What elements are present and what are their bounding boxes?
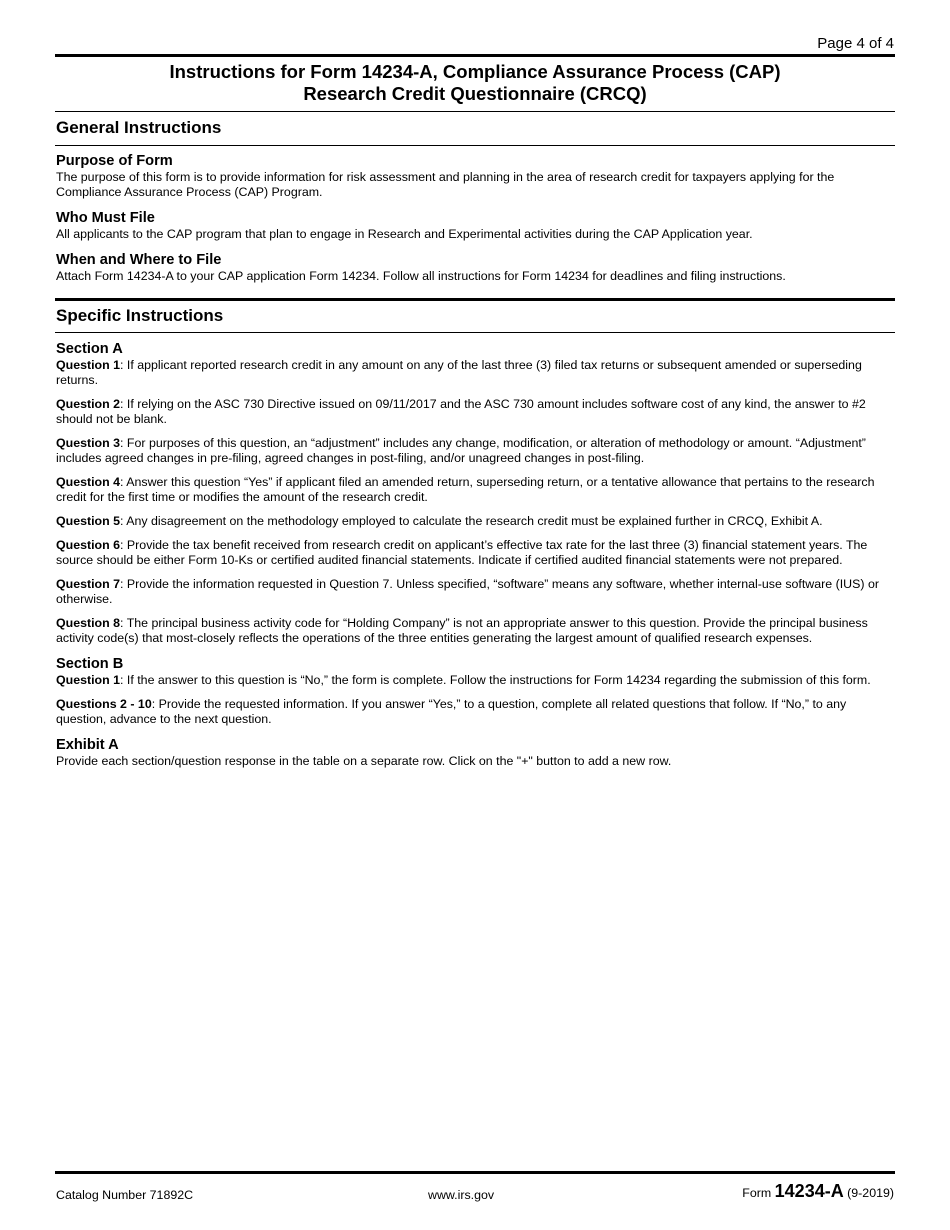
specific-heading-rule xyxy=(55,332,895,333)
who-heading: Who Must File xyxy=(56,210,155,226)
section-a-question-6: Question 6: Provide the tax benefit received from research credit on applicant’s effective tax rate for the last three (3) financial statement years. The source should be either Form 10-Ks or certified audited financial statements. Indicate if certified audited financial statements were not prepared. xyxy=(56,538,868,567)
page-number: Page 4 of 4 xyxy=(817,35,894,52)
section-a-question-7: Question 7: Provide the information requested in Question 7. Unless specified, “software” means any software, whether internal-use software (IUS) or otherwise. xyxy=(56,577,879,606)
when-text: Attach Form 14234-A to your CAP application Form 14234. Follow all instructions for Form 14234 for deadlines and filing instructions. xyxy=(56,269,786,283)
form-identifier xyxy=(742,1181,894,1202)
section-a-question-8: Question 8: The principal business activity code for “Holding Company” is not an appropriate answer to this question. Provide the principal business activity code(s) that most-closely reflects the operations of the three entities generating the largest amount of qualified research expenses. xyxy=(56,616,868,645)
specific-instructions-body xyxy=(56,341,894,769)
title-line-1: Instructions for Form 14234-A, Compliance Assurance Process (CAP) xyxy=(169,61,781,82)
website-link: www.irs.gov xyxy=(428,1188,495,1202)
general-instructions-heading: General Instructions xyxy=(56,118,222,137)
who-text: All applicants to the CAP program that plan to engage in Research and Experimental activities during the CAP Application year. xyxy=(56,227,753,241)
section-a-question-1: Question 1: If applicant reported research credit in any amount on any of the last three (3) filed tax returns or subsequent amended or superseding returns. xyxy=(56,358,862,387)
section-a-question-3: Question 3: For purposes of this question, an “adjustment” includes any change, modification, or alteration of methodology or amount. “Adjustment” includes agreed changes in pre-filing, agreed changes in post-filing, and/or unagreed changes in post-filing. xyxy=(56,436,866,465)
header-top-rule xyxy=(55,54,895,57)
form-revision: (9-2019) xyxy=(847,1186,894,1200)
page-footer xyxy=(56,1178,894,1202)
section-a-question-5: Question 5: Any disagreement on the methodology employed to calculate the research credit must be explained further in CRCQ, Exhibit A. xyxy=(56,514,823,528)
section-b-questions-2-10: Questions 2 - 10: Provide the requested information. If you answer “Yes,” to a question, complete all related questions that follow. If “No,” to any question, advance to the next question. xyxy=(56,697,847,726)
section-b-question-1: Question 1: If the answer to this question is “No,” the form is complete. Follow the instructions for Form 14234 regarding the submission of this form. xyxy=(56,673,871,687)
exhibit-a-text: Provide each section/question response in the table on a separate row. Click on the "+" button to add a new row. xyxy=(56,754,672,768)
document-title xyxy=(55,61,895,105)
title-line-2: Research Credit Questionnaire (CRCQ) xyxy=(303,83,647,104)
footer-rule xyxy=(55,1171,895,1174)
general-heading-rule xyxy=(55,145,895,146)
title-bottom-rule xyxy=(55,111,895,112)
section-a-question-2: Question 2: If relying on the ASC 730 Directive issued on 09/11/2017 and the ASC 730 amount includes software cost of any kind, the answer to #2 should not be blank. xyxy=(56,397,866,426)
general-instructions-body xyxy=(56,153,894,284)
purpose-heading: Purpose of Form xyxy=(56,153,173,169)
when-where-to-file xyxy=(56,252,894,284)
exhibit-a-heading: Exhibit A xyxy=(56,737,119,753)
section-b-questions xyxy=(56,673,894,727)
purpose-text: The purpose of this form is to provide information for risk assessment and planning in the area of research credit for taxpayers applying for the Compliance Assurance Process (CAP) Program. xyxy=(56,170,835,199)
specific-top-rule xyxy=(55,298,895,301)
form-prefix: Form xyxy=(742,1186,772,1200)
section-a-questions xyxy=(56,358,894,646)
section-a-question-4: Question 4: Answer this question “Yes” if applicant filed an amended return, superseding return, or a tentative allowance that pertains to the research credit for the first time or modifies the amount of the research credit. xyxy=(56,475,875,504)
catalog-number: Catalog Number 71892C xyxy=(56,1188,194,1202)
form-number: 14234-A xyxy=(774,1181,844,1201)
section-a-heading: Section A xyxy=(56,341,123,357)
who-must-file xyxy=(56,210,894,242)
section-b-heading: Section B xyxy=(56,656,124,672)
specific-instructions-heading: Specific Instructions xyxy=(56,306,224,325)
when-heading: When and Where to File xyxy=(56,252,222,268)
purpose-of-form xyxy=(56,153,894,200)
